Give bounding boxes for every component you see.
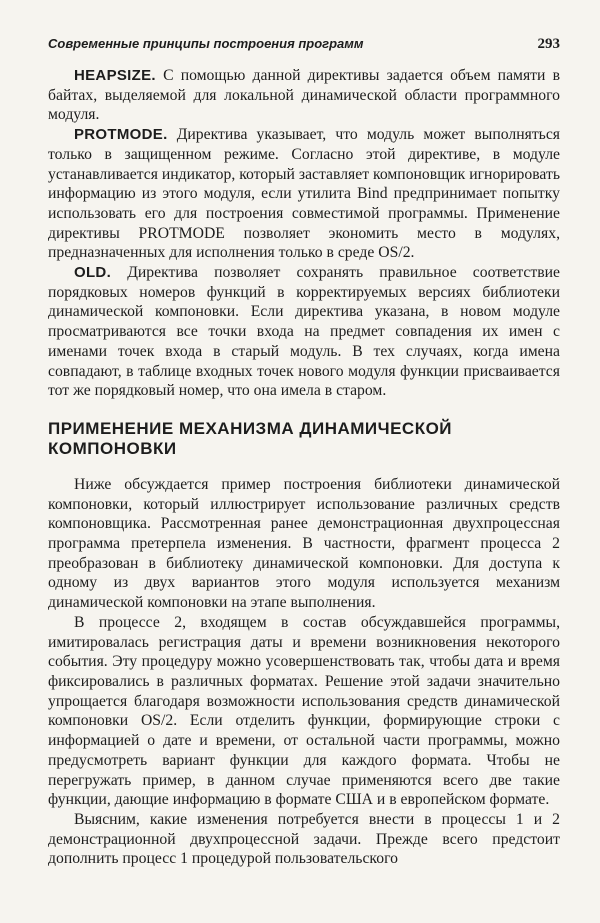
section-heading: ПРИМЕНЕНИЕ МЕХАНИЗМА ДИНАМИЧЕСКОЙ КОМПОНОВКИ: [48, 418, 453, 458]
paragraph-heapsize-text: С помощью данной директивы задается объем памяти в байтах, выделяемой для локальной динамической области программного модуля.: [48, 67, 560, 124]
term-old: OLD.: [74, 264, 112, 282]
running-title: Современные принципы построения программ: [48, 36, 364, 51]
paragraph-protmode-text: Директива указывает, что модуль может выполняться только в защищенном режиме. Согласно этой директиве, в модуле устанавливается индикатор, который заставляет компоновщик игнорировать информацию из этого модуля, если утилита Bind предпринимает попытку использовать его для построения совместимой программы. Применение директивы PROTMODE позволяет экономить место в модулях, предназначенных для исполнения только в среде OS/2.: [48, 126, 561, 262]
paragraph-old: [48, 263, 560, 401]
book-page: [48, 36, 560, 869]
page-number: 293: [537, 36, 560, 52]
term-protmode: PROTMODE.: [74, 126, 168, 144]
paragraph-old-text: Директива позволяет сохранять правильное соответствие порядковых номеров функций в корректируемых версиях библиотеки динамической компоновки. Если директива указана, в новом модуле просматриваются все точки входа на предмет совпадения их имен с именами точек входа в старый модуль. В тех случаях, когда имена совпадают, в таблице входных точек нового модуля функции присваивается тот же порядковый номер, что она имела в старом.: [48, 264, 561, 400]
term-heapsize: HEAPSIZE.: [74, 67, 156, 84]
section-paragraph-1: Ниже обсуждается пример построения библиотеки динамической компоновки, который иллюстрирует использование различных средств компоновщика. Рассмотренная ранее демонстрационная двухпроцессная программа претерпела изменения. В частности, фрагмент процесса 2 преобразован в библиотеку динамической компоновки. Для доступа к одному из двух вариантов этого модуля используется механизм динамической компоновки на этапе выполнения.: [48, 475, 560, 612]
section-paragraph-3: Выясним, какие изменения потребуется внести в процессы 1 и 2 демонстрационной двухпроцессной задачи. Прежде всего предстоит дополнить процесс 1 процедурой пользовательского: [48, 810, 560, 868]
paragraph-heapsize: [48, 66, 560, 125]
running-header: [48, 36, 560, 53]
paragraph-protmode: [48, 125, 560, 263]
section-paragraph-2: В процессе 2, входящем в состав обсуждавшейся программы, имитировалась регистрация даты и времени возникновения некоторого события. Эту процедуру можно усовершенствовать так, чтобы дата и время фиксировались в различных форматах. Решение этой задачи значительно упрощается благодаря возможности использования средств динамической компоновки OS/2. Если отделить функции, формирующие строки с информацией о дате и времени, от остальной части программы, можно предусмотреть вариант функции для каждого формата. Чтобы не перегружать пример, в данном случае применяются всего две такие функции, дающие информацию в формате США и в европейском формате.: [48, 613, 560, 809]
